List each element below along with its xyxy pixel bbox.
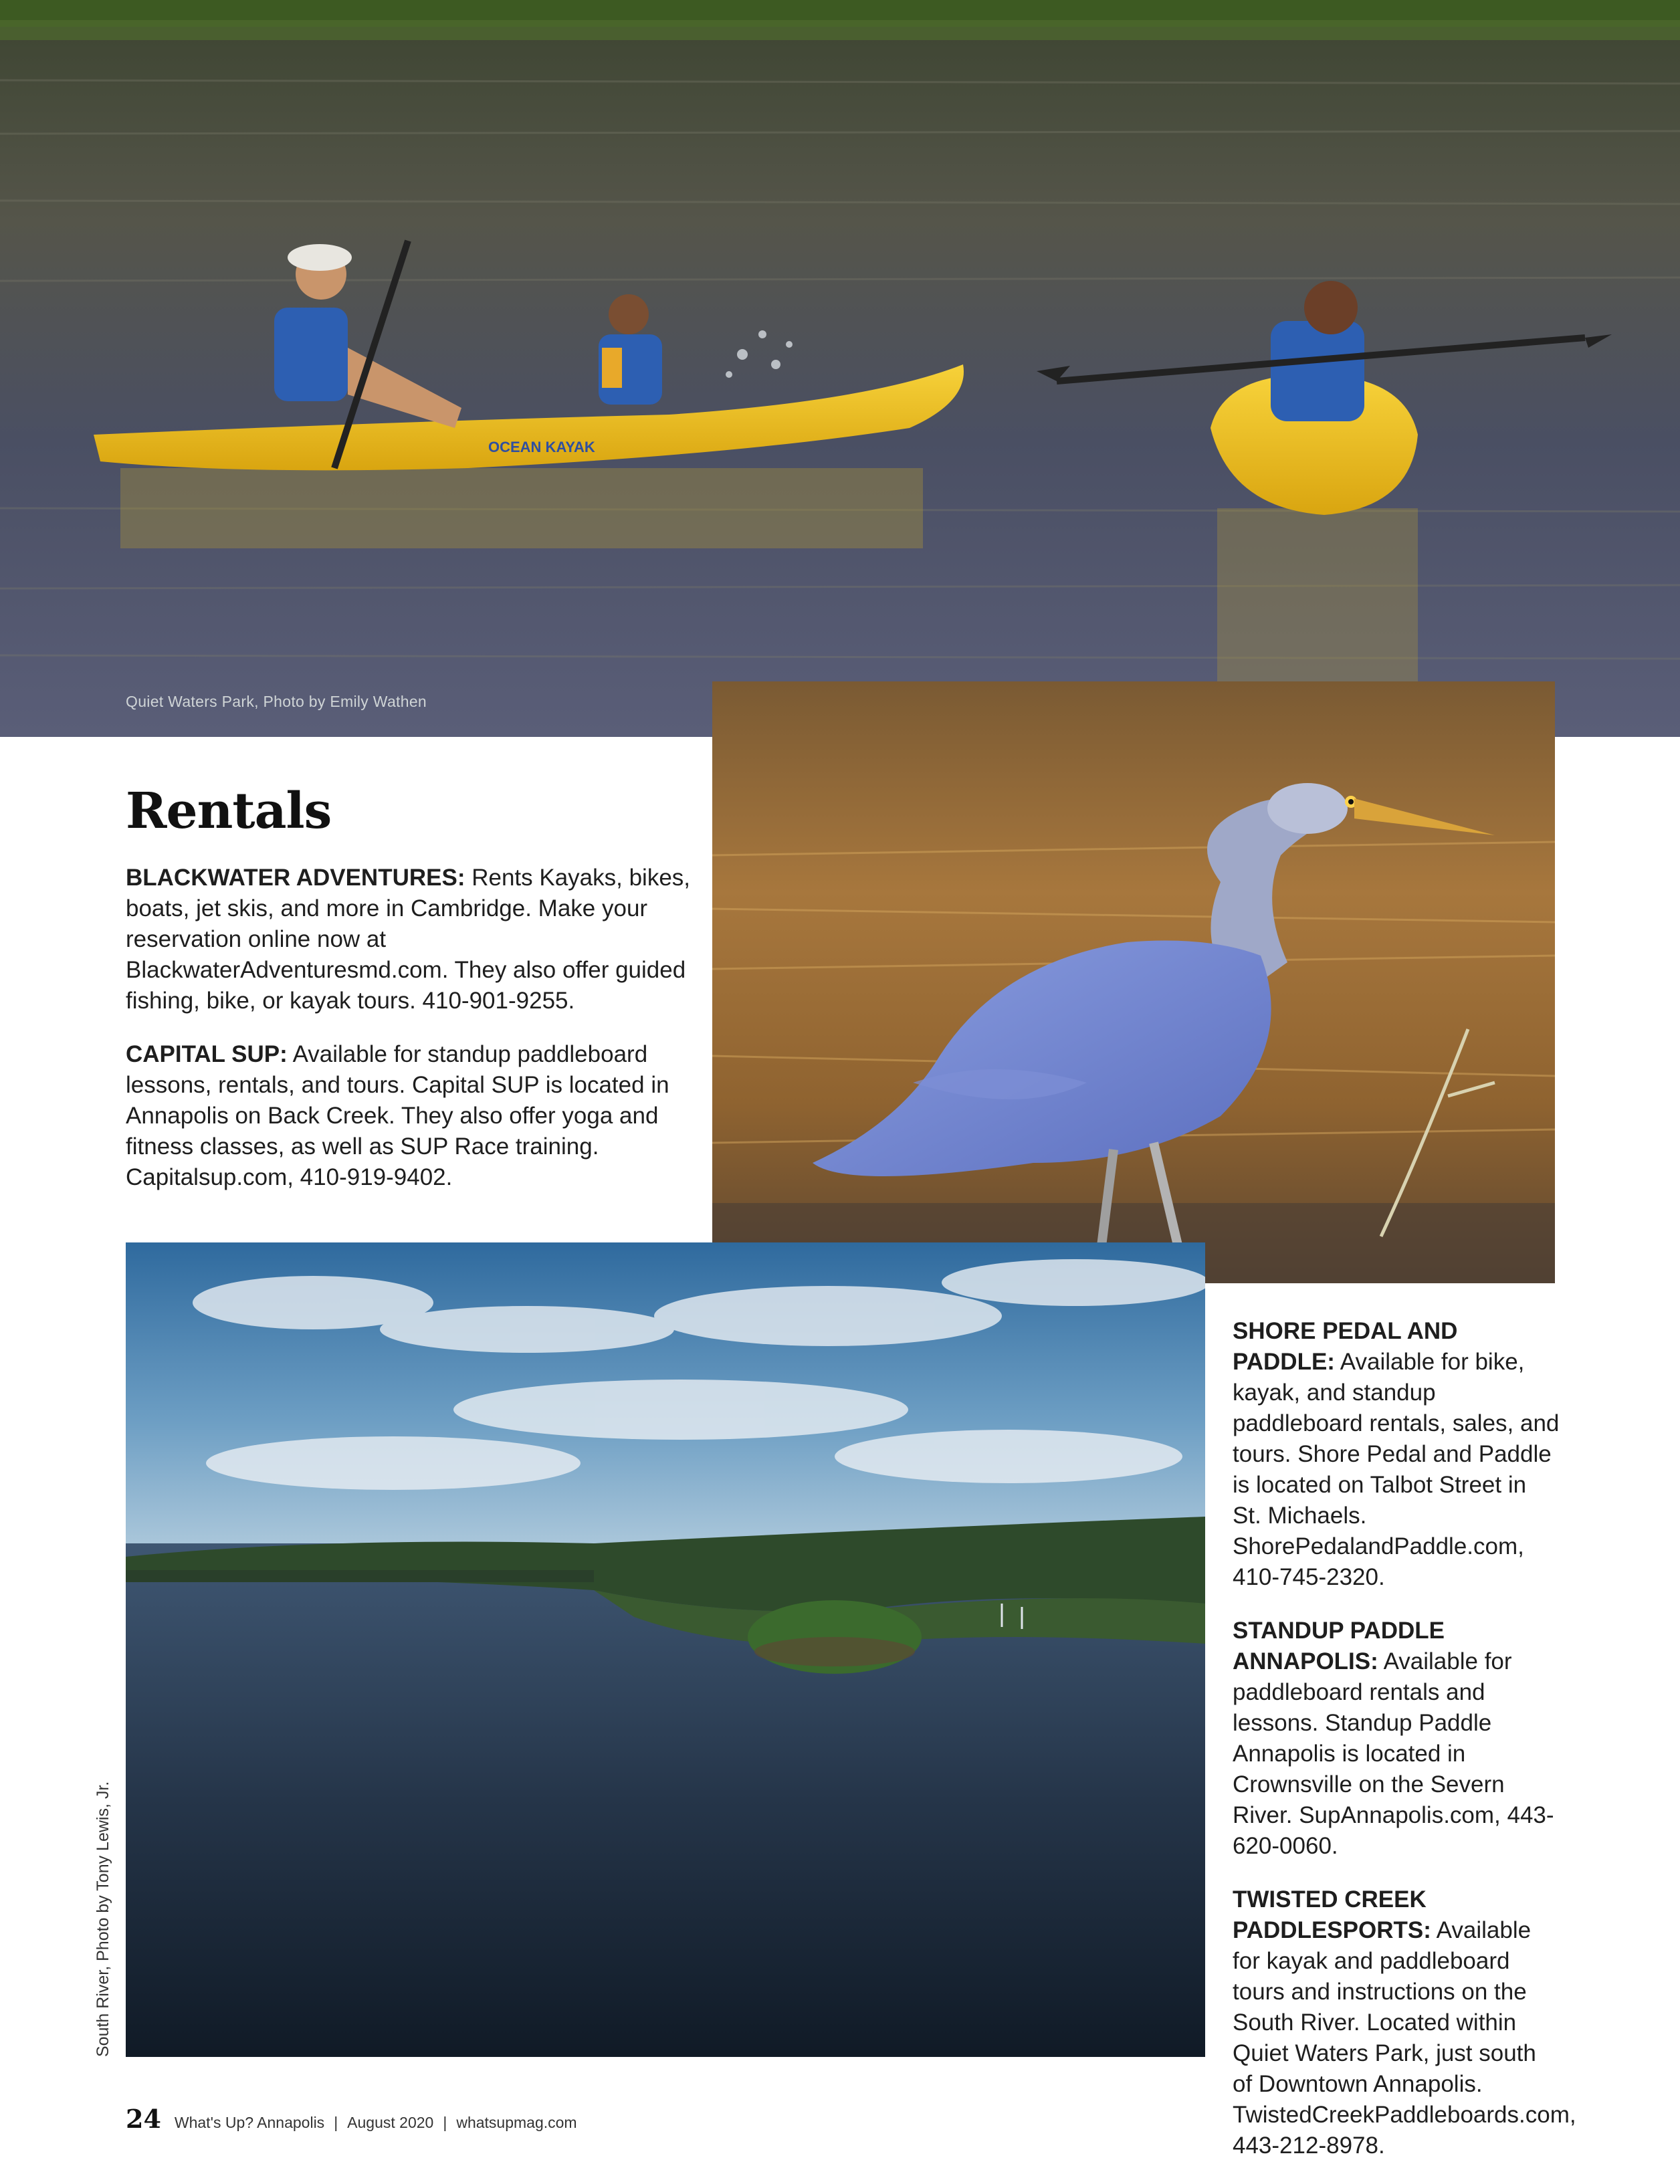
listing-name: TWISTED CREEK PADDLESPORTS: (1233, 1886, 1431, 1943)
south-river-photo (126, 1242, 1205, 2057)
listing-text: Available for bike, kayak, and standup paddleboard rentals, sales, and tours. Shore Pedal and Paddle is located on Talbot Street in St. Michaels. ShorePedalandPaddle.com, 410-745-2320. (1233, 1349, 1560, 1590)
page-footer (126, 2104, 577, 2134)
listing-name: BLACKWATER ADVENTURES: (126, 865, 465, 891)
heron-photo (712, 681, 1555, 1283)
river-photo-caption: South River, Photo by Tony Lewis, Jr. (94, 1781, 112, 2057)
rentals-column-right (1233, 1316, 1576, 2184)
publication-name: What's Up? Annapolis (174, 2114, 325, 2131)
listing-text: Available for paddleboard rentals and lessons. Standup Paddle Annapolis is located in Crownsville on the Severn River. SupAnnapolis.com, 443-620-0060. (1233, 1648, 1554, 1859)
footer-separator: | (443, 2114, 447, 2131)
issue-date: August 2020 (347, 2114, 434, 2131)
listing-name: STANDUP PADDLE ANNAPOLIS: (1233, 1618, 1445, 1674)
website-link[interactable]: whatsupmag.com (456, 2114, 577, 2131)
kayak-brand-label: OCEAN KAYAK (488, 439, 595, 455)
footer-separator: | (334, 2114, 338, 2131)
page-number: 24 (126, 2104, 161, 2134)
listing-name: CAPITAL SUP: (126, 1041, 288, 1067)
listing-standup-paddle-annapolis (1233, 1616, 1560, 1862)
listing-text: Available for standup paddleboard lessons, rentals, and tours. Capital SUP is located in Annapolis on Back Creek. They also offer yoga and fitness classes, as well as SUP Race training. Capitalsup.com, 410-919-9402. (126, 1041, 669, 1190)
listing-name: SHORE PEDAL AND PADDLE: (1233, 1318, 1458, 1375)
rentals-column-left (126, 863, 694, 1216)
listing-text: Rents Kayaks, bikes, boats, jet skis, and more in Cambridge. Make your reservation online now at BlackwaterAdventuresmd.com. They also offer guided fishing, bike, or kayak tours. 410-901-9255. (126, 865, 691, 1014)
section-title: Rentals (126, 782, 332, 840)
top-photo-caption: Quiet Waters Park, Photo by Emily Wathen (126, 693, 427, 710)
kayak-photo (0, 0, 1680, 737)
listing-text: Available for kayak and paddleboard tours and instructions on the South River. Located within Quiet Waters Park, just south of Downtown Annapolis. TwistedCreekPaddleboards.com, 443-212-8978. (1233, 1917, 1576, 2159)
listing-twisted-creek-paddlesports (1233, 1884, 1576, 2161)
listing-blackwater-adventures (126, 863, 694, 1016)
listing-capital-sup (126, 1039, 694, 1193)
listing-shore-pedal-and-paddle (1233, 1316, 1560, 1593)
